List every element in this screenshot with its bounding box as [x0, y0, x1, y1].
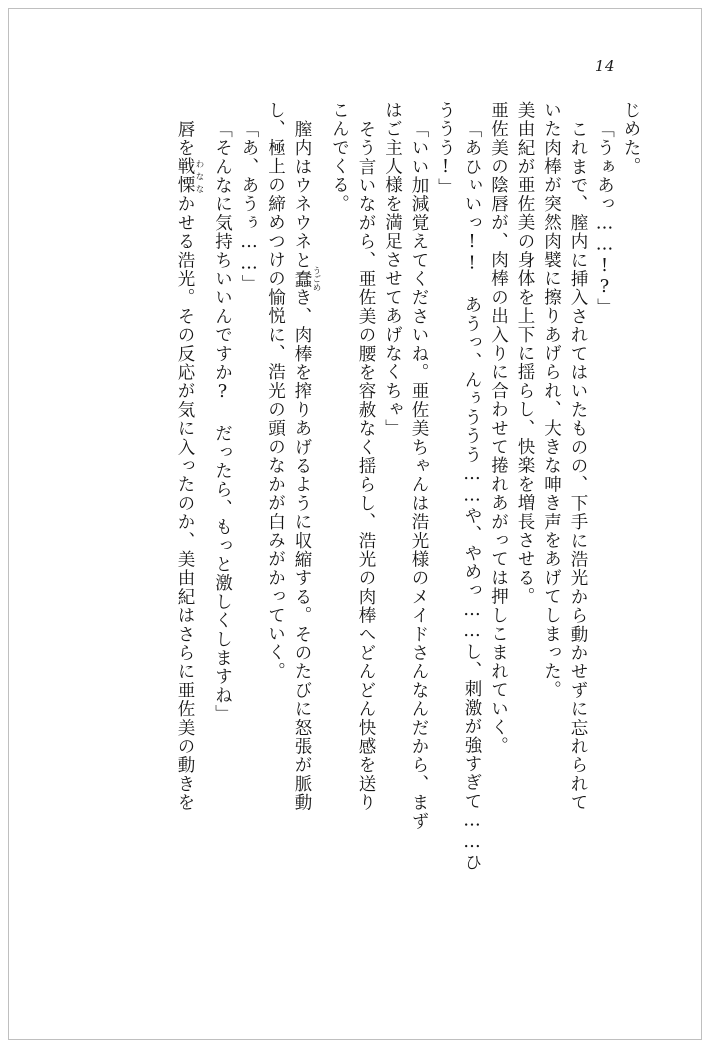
text-column: 「あひぃいっ!! あうっ、んぅううう……や、やめっ……し、刺激が強すぎて……ひ — [462, 120, 482, 872]
text-column: じめた。 — [621, 101, 641, 176]
text-column: こんでくる。 — [329, 101, 350, 214]
text-column: 美由紀が亜佐美の身体を上下に揺らし、快楽を増長させる。 — [515, 101, 535, 606]
text-column: 「いい加減覚えてくださいね。亜佐美ちゃんは浩光様のメイドさんなんだから、まず — [409, 120, 429, 831]
text-column: 「そんなに気持ちいいんですか? だったら、もっと激しくしますね」 — [212, 120, 233, 724]
text-column: 亜佐美の陰唇が、肉棒の出入りに合わせて捲れあがっては押しこまれていく。 — [488, 101, 509, 756]
document-page — [8, 8, 702, 1040]
text-column: し、極上の締めつけの愉悦に、浩光の頭のなかが白みがかっていく。 — [265, 101, 286, 681]
text-column: ううう!」 — [435, 101, 456, 197]
vertical-text-block — [65, 101, 639, 971]
text-column: はご主人様を満足させてあげなくちゃ」 — [382, 101, 403, 438]
text-column: 膣内はウネウネと蠢 うごめき、肉棒を搾りあげるように収縮する。そのたびに怒張が脈動 — [292, 120, 321, 812]
text-column: そう言いながら、亜佐美の腰を容赦なく揺らし、浩光の肉棒へどんどん快感を送り — [356, 120, 376, 812]
page-number: 14 — [594, 57, 615, 75]
text-column: 唇を戦慄 わななかせる浩光。その反応が気に入ったのか、美由紀はさらに亜佐美の動きを — [175, 120, 204, 812]
text-column: 「うぁあっ……!?」 — [594, 120, 615, 317]
text-column: 「あ、あうぅ……」 — [239, 120, 259, 294]
text-column: これまで、膣内に挿入されてはいたものの、下手に浩光から動かせずに忘れられて — [568, 120, 588, 812]
text-column: いた肉棒が突然肉襞に擦りあげられ、大きな呻き声をあげてしまった。 — [541, 101, 562, 700]
